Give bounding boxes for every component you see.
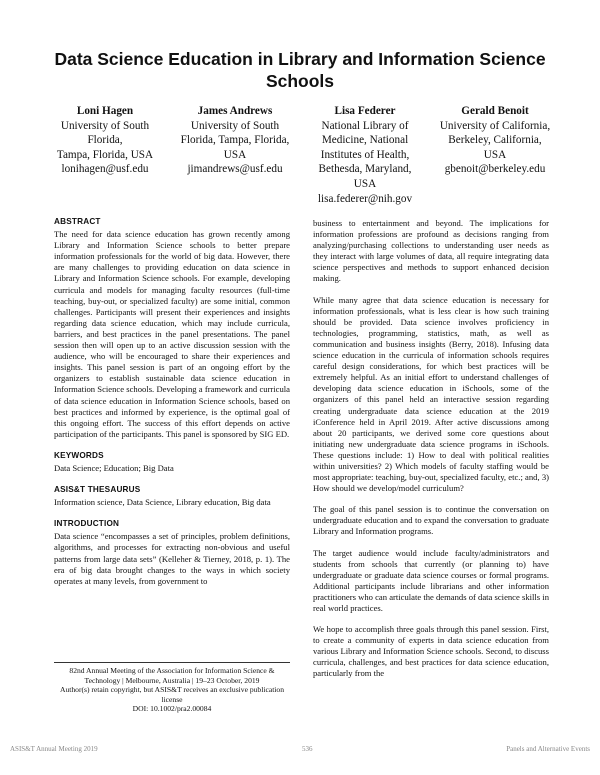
author-affiliation-line: National Library of (321, 119, 409, 132)
author-affiliation-line: University of South (190, 119, 280, 132)
author-affiliation-line: Medicine, National (321, 134, 409, 147)
keywords-text: Data Science; Education; Big Data (54, 462, 174, 473)
author-affiliation-line: University of South (60, 119, 150, 132)
author-affiliation-line: Florida, Tampa, Florida, (180, 134, 290, 147)
introduction-text: Data science “encompasses a set of principles, problem definitions, algorithms, and processes for extracting non-obvious and useful patterns from large data sets” (Kelleher & Tierney, 2018, p. 1). The era of big data brought changes to the ways in which society operates at many levels, from government to (54, 531, 290, 586)
author-name: Loni Hagen (76, 105, 134, 117)
body-paragraph: We hope to accomplish three goals through this panel session. First, to create a community of experts in data science education from various Library and Information Science schools. Second, to discuss curricula, challenges, and best practices for data science education, particularly from the (313, 624, 549, 679)
footnote (54, 666, 290, 714)
author-affiliation-line: Bethesda, Maryland, (318, 163, 412, 176)
author-name: James Andrews (197, 105, 273, 117)
author-affiliation-line: Florida, (87, 134, 123, 147)
author-affiliation-line: USA (483, 148, 507, 161)
author-1 (40, 104, 170, 206)
abstract-text: The need for data science education has grown recently among Library and Information Science schools to better prepare information professionals for the world of big data. However, there are many challenges to providing education on data science in Library and Information Science schools. For example, developing curricula and models for managing faculty resources (full-time teaching, buy-out, or specialized faculty) are some initial, common challenges. Participants will present their experiences and insights regarding data science education, which may include curricula, barriers, and best practices in the panel presentations. The panel session then will open up to an active discussion session with the audience, who will be encouraged to share their experiences and insights. This panel session is part of an ongoing effort by the organizers to establish sustainable data science education in Information Science schools. Developing a framework and curricula of data science education in Information Science schools, based on best practices and informed by experience, is the optimal goal of this ongoing effort. The success of this effort depends on active participation of the participants. This panel is sponsored by SIG ED. (54, 229, 290, 439)
author-email: lonihagen@usf.edu (61, 163, 149, 176)
author-name: Lisa Federer (334, 105, 396, 117)
footnote-line: 82nd Annual Meeting of the Association for Information Science & Technology | Melbourne, Australia | 19–23 October, 2019 (69, 666, 275, 685)
keywords-heading: KEYWORDS (54, 450, 104, 460)
thesaurus-text: Information science, Data Science, Library education, Big data (54, 497, 271, 508)
author-email: gbenoit@berkeley.edu (444, 163, 546, 176)
body-paragraph: While many agree that data science education is necessary for information professionals, what is less clear is how such training should be provided. Data science involves proficiency in technologies, programming, statistics, math, as well as communication and business insights (Berry, 2018). Infusing data science education in the curricula of information schools requires careful design considerations, for which best practices will be extremely helpful. As an initial effort to understand challenges of developing data science education in iSchools, some of the organizers of this panel held an interactive session regarding creating undergraduate data science education at the 2019 iConference held in April 2019. After active discussions among about 20 participants, we derived some core questions about initiating new undergraduate data science programs in iSchools. These questions include: 1) How to deal with political realities within universities? 2) Which models of faculty staffing would be most appropriate: teaching, buy-out, specialized faculty, etc.; and, 3) How should we develop/model curriculum? (313, 294, 549, 494)
author-3 (300, 104, 430, 206)
author-4 (430, 104, 560, 206)
author-affiliation-line: Institutes of Health, (320, 148, 410, 161)
footer-conference: ASIS&T Annual Meeting 2019 (10, 745, 98, 753)
footer-page-number: 536 (302, 745, 313, 753)
left-column (54, 216, 290, 597)
body-paragraph: The target audience would include faculty/administrators and students from schools that currently (or planning to) have undergraduate or graduate data science courses or formal programs. Additional participants include librarians and other information practitioners who can articulate the demands of data science skills in real world practices. (313, 547, 549, 613)
author-affiliation-line: USA (353, 177, 377, 190)
author-affiliation-line: USA (223, 148, 247, 161)
author-block (40, 104, 560, 206)
page-footer (10, 745, 590, 757)
introduction-heading: INTRODUCTION (54, 519, 120, 529)
abstract-heading: ABSTRACT (54, 217, 101, 226)
thesaurus-heading: ASIS&T THESAURUS (54, 485, 141, 495)
footnote-line: Author(s) retain copyright, but ASIS&T receives an exclusive publication license (59, 685, 285, 704)
body-paragraph: The goal of this panel session is to continue the conversation on undergraduate education and to expand the conversation to graduate Library and Information programs. (313, 504, 549, 537)
author-email: jimandrews@usf.edu (187, 163, 283, 176)
author-email: lisa.federer@nih.gov (317, 192, 413, 205)
author-affiliation-line: Tampa, Florida, USA (56, 148, 154, 161)
author-2 (170, 104, 300, 206)
body-paragraph: business to entertainment and beyond. The implications for information professions are profound as decisions ranging from analyzing/purchasing collections to understanding user needs as they interact with large volumes of data, all require integrating data science perspectives and methods to support enhanced decision making. (313, 218, 549, 284)
footer-section: Panels and Alternative Events (506, 745, 590, 753)
paper-title: Data Science Education in Library and Information Science Schools (54, 49, 546, 91)
author-affiliation-line: University of California, (439, 119, 551, 132)
right-column (313, 218, 549, 690)
footnote-divider (54, 662, 290, 663)
author-affiliation-line: Berkeley, California, (448, 134, 542, 147)
footnote-doi: DOI: 10.1002/pra2.00084 (132, 704, 212, 714)
author-name: Gerald Benoit (461, 105, 529, 117)
